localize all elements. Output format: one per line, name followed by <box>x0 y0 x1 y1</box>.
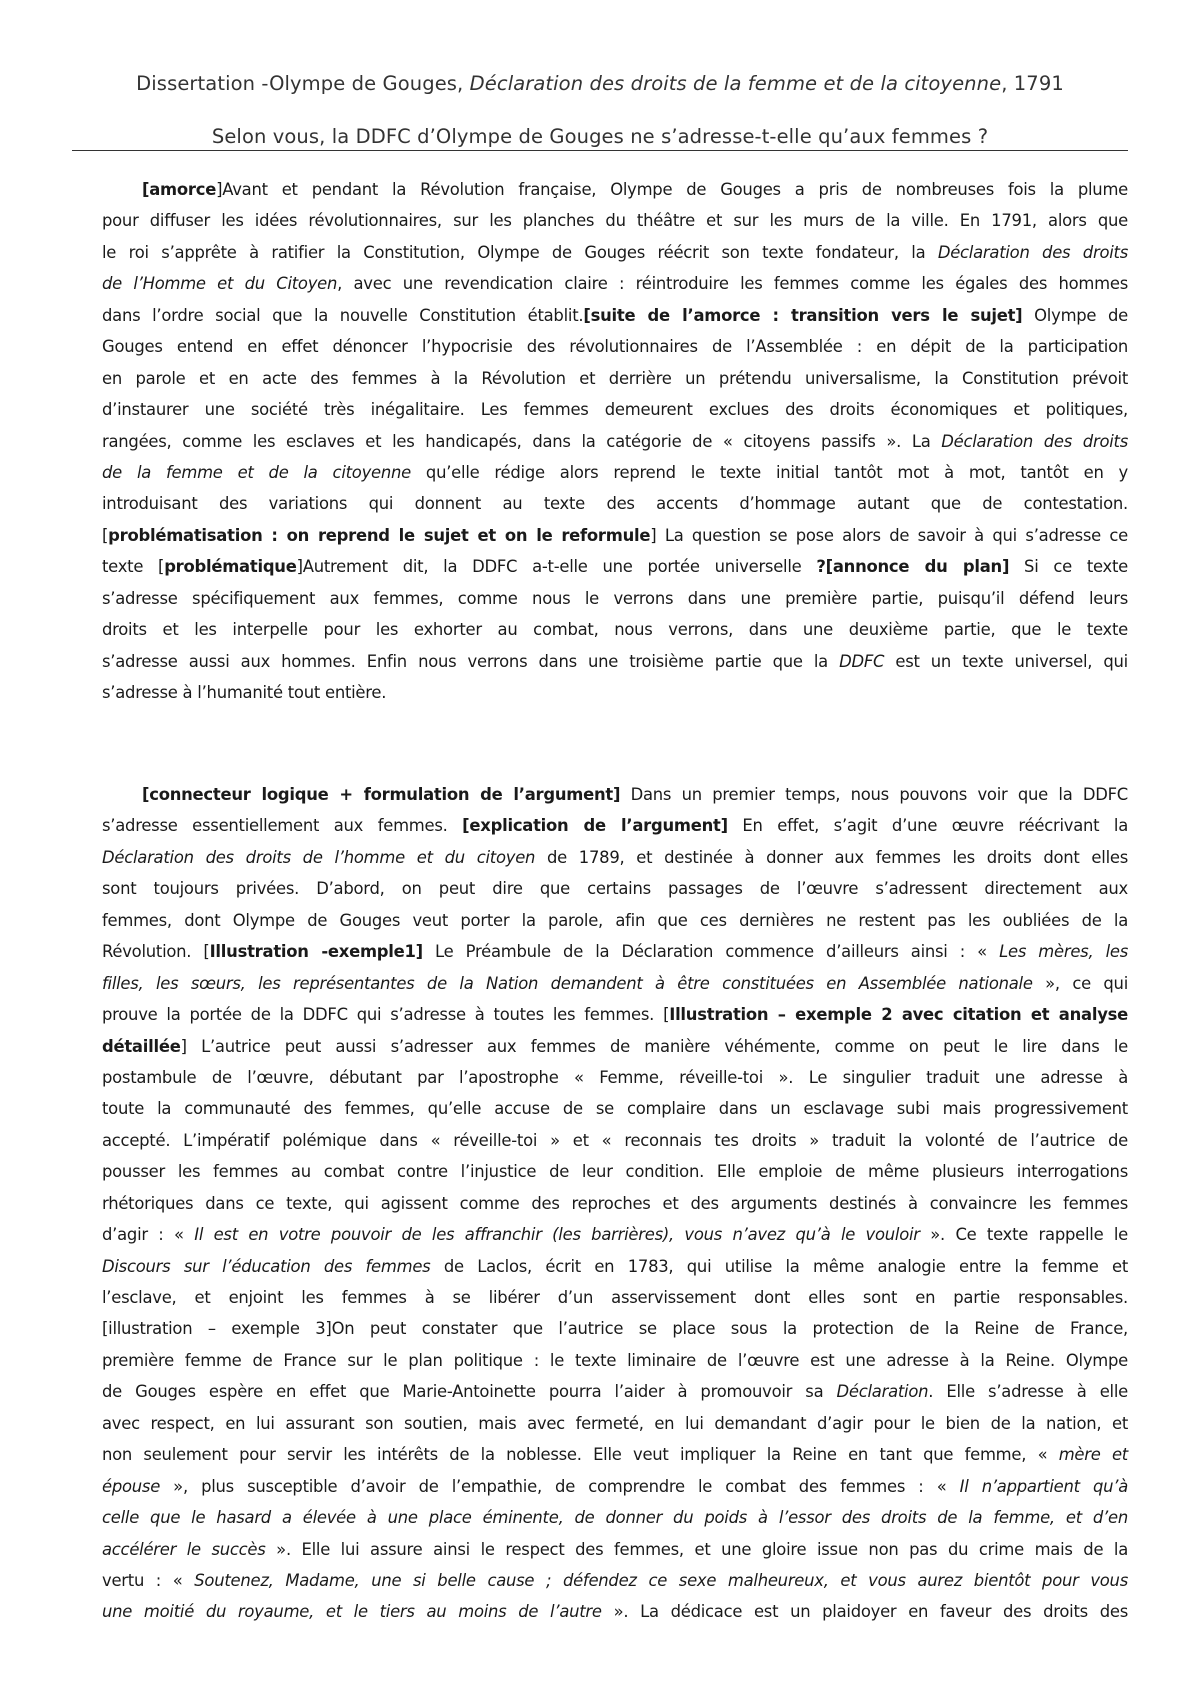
text-line <box>102 842 1128 873</box>
bold-annotation: Illustration – exemple 2 avec citation et analyse <box>669 1005 1129 1025</box>
text-run: . Elle s’adresse à elle <box>928 1382 1128 1402</box>
text-line <box>102 1219 1128 1250</box>
text-run: », ce qui <box>1032 973 1129 993</box>
text-line <box>102 1408 1128 1439</box>
text-run: [ <box>102 525 109 545</box>
text-run: Gouges entend en effet dénoncer l’hypocrisie des révolutionnaires de l’Assemblée : en dépit de la participation <box>102 337 1128 357</box>
text-run: ] L’autrice peut aussi s’adresser aux femmes de manière véhémente, comme on peut le lire dans le <box>180 1036 1128 1056</box>
text-run: Si ce texte <box>1009 557 1129 577</box>
italic-text: de la femme et de la citoyenne <box>102 462 411 482</box>
text-line <box>102 488 1128 519</box>
text-run: Le Préambule de la Déclaration commence d’ailleurs ainsi : « <box>422 942 1000 962</box>
text-run: s’adresse à l’humanité tout entière. <box>102 683 387 702</box>
text-run: première femme de France sur le plan politique : le texte liminaire de l’œuvre est une adresse à la Reine. Olympe <box>102 1350 1128 1370</box>
italic-text: accélérer le succès <box>102 1539 266 1559</box>
text-line <box>102 1502 1128 1533</box>
text-run: qu’elle rédige alors reprend le texte initial tantôt mot à mot, tantôt en y <box>410 462 1128 482</box>
text-run: ». Elle lui assure ainsi le respect des femmes, et une gloire issue non pas du crime mais de la <box>265 1539 1128 1559</box>
italic-text: Les mères, les <box>999 942 1128 962</box>
text-line <box>102 551 1128 582</box>
text-run: texte [ <box>102 557 165 577</box>
italic-text: celle que le hasard a élevée à une place éminente, de donner du poids à l’essor des droits de la femme, et d’en <box>102 1508 1128 1528</box>
text-run: ] La question se pose alors de savoir à qui s’adresse ce <box>650 525 1128 545</box>
text-run: dans l’ordre social que la nouvelle Constitution établit. <box>102 305 584 325</box>
text-line <box>102 1156 1128 1187</box>
bold-annotation: détaillée <box>102 1036 181 1056</box>
text-run: , avec une revendication claire : réintroduire les femmes comme les égales des hommes <box>337 274 1128 294</box>
text-line <box>102 1596 1128 1627</box>
text-line <box>102 363 1128 394</box>
title-suffix: , 1791 <box>1001 72 1064 95</box>
text-run: de Laclos, écrit en 1783, qui utilise la même analogie entre la femme et <box>430 1256 1129 1276</box>
text-line <box>102 936 1128 967</box>
text-run: de Gouges espère en effet que Marie-Antoinette pourra l’aider à promouvoir sa <box>102 1382 837 1402</box>
text-run: [illustration – exemple 3]On peut constater que l’autrice se place sous la protection de la Reine de France, <box>102 1319 1128 1339</box>
text-run: s’adresse spécifiquement aux femmes, comme nous le verrons dans une première partie, puisqu’il défend leurs <box>102 588 1128 608</box>
text-line <box>102 1376 1128 1407</box>
text-line <box>102 174 1128 205</box>
text-run: Olympe de <box>1022 305 1128 325</box>
italic-text: une moitié du royaume, et le tiers au moins de l’autre <box>102 1602 602 1622</box>
italic-text: Déclaration <box>836 1382 929 1402</box>
bold-annotation: problématisation : on reprend le sujet et on le reformule <box>108 525 651 545</box>
text-line <box>102 1031 1128 1062</box>
text-run: toute la communauté des femmes, qu’elle accuse de se complaire dans un esclavage subi mais progressivement <box>102 1099 1128 1119</box>
italic-text: filles, les sœurs, les représentantes de la Nation demandent à être constituées en Assemblée nationale <box>102 973 1033 993</box>
text-line <box>102 237 1128 268</box>
title-work: Déclaration des droits de la femme et de la citoyenne <box>469 72 1002 95</box>
bold-annotation: [connecteur logique + formulation de l’argument] <box>142 785 621 804</box>
text-line <box>102 1565 1128 1596</box>
text-run: en parole et en acte des femmes à la Révolution et derrière un prétendu universalisme, la Constitution prévoit <box>102 368 1128 388</box>
text-line <box>102 1534 1128 1565</box>
italic-text: Déclaration des droits de l’homme et du citoyen <box>102 847 536 867</box>
text-run: sont toujours privées. D’abord, on peut dire que certains passages de l’œuvre s’adressent directement aux <box>102 879 1128 899</box>
text-run: l’esclave, et enjoint les femmes à se libérer d’un asservissement dont elles sont en partie responsables. <box>102 1288 1128 1307</box>
dissertation-subject: Selon vous, la DDFC d’Olympe de Gouges ne s’adresse-t-elle qu’aux femmes ? <box>211 125 989 148</box>
italic-text: Déclaration des droits <box>941 431 1129 451</box>
text-line <box>102 457 1128 488</box>
text-run: femmes, dont Olympe de Gouges veut porter la parole, afin que ces dernières ne restent pas les oubliées de la <box>102 910 1128 930</box>
italic-text: épouse <box>102 1476 161 1496</box>
text-run: rangées, comme les esclaves et les handicapés, dans la catégorie de « citoyens passifs ». La <box>102 431 942 451</box>
text-line <box>102 1125 1128 1156</box>
text-line <box>102 1313 1128 1344</box>
text-line <box>102 300 1128 331</box>
text-line <box>102 677 1128 708</box>
title-prefix: Dissertation -Olympe de Gouges, <box>136 72 470 95</box>
text-line <box>102 1439 1128 1470</box>
introduction-paragraph <box>102 174 1128 708</box>
italic-text: Déclaration des droits <box>937 242 1128 262</box>
document-title <box>72 72 1128 95</box>
bold-annotation: [amorce <box>142 180 217 199</box>
text-line <box>102 614 1128 645</box>
text-run: postambule de l’œuvre, débutant par l’apostrophe « Femme, réveille-toi ». Le singulier traduit une adresse à <box>102 1067 1128 1087</box>
text-run: s’adresse aussi aux hommes. Enfin nous verrons dans une troisième partie que la <box>102 651 840 671</box>
text-run: En effet, s’agit d’une œuvre réécrivant la <box>727 816 1128 836</box>
text-line <box>102 1282 1128 1313</box>
text-line <box>102 1471 1128 1502</box>
text-line <box>102 1093 1128 1124</box>
text-run: pousser les femmes au combat contre l’injustice de leur condition. Elle emploie de même plusieurs interrogations <box>102 1162 1128 1182</box>
text-run: est un texte universel, qui <box>884 651 1128 671</box>
text-line <box>102 205 1128 236</box>
text-line <box>102 1251 1128 1282</box>
bold-annotation: [explication de l’argument] <box>462 816 728 836</box>
text-run: droits et les interpelle pour les exhorter au combat, nous verrons, dans une deuxième partie, que le texte <box>102 620 1128 640</box>
text-line <box>102 779 1128 810</box>
italic-text: Discours sur l’éducation des femmes <box>102 1256 431 1276</box>
text-run: vertu : « <box>102 1570 195 1590</box>
text-run: Dans un premier temps, nous pouvons voir que la DDFC <box>620 785 1128 804</box>
text-run: d’agir : « <box>102 1225 195 1245</box>
title-divider <box>72 150 1128 151</box>
text-line <box>102 394 1128 425</box>
text-line <box>102 268 1128 299</box>
text-line <box>102 968 1128 999</box>
text-run: d’instaurer une société très inégalitaire. Les femmes demeurent exclues des droits économiques et politiques, <box>102 400 1128 420</box>
bold-annotation: Illustration -exemple1] <box>209 942 423 962</box>
bold-annotation: [suite de l’amorce : transition vers le sujet] <box>583 305 1023 325</box>
text-line <box>102 1188 1128 1219</box>
bold-annotation: problématique <box>164 557 297 577</box>
text-line <box>102 1062 1128 1093</box>
italic-text: mère et <box>1058 1445 1128 1465</box>
text-line <box>102 520 1128 551</box>
text-run: ». La dédicace est un plaidoyer en faveur des droits des <box>601 1602 1128 1622</box>
italic-text: Il est en votre pouvoir de les affranchir (les barrières), vous n’avez qu’à le vouloir <box>194 1225 920 1245</box>
text-line <box>102 999 1128 1030</box>
text-line <box>102 426 1128 457</box>
text-run: le roi s’apprête à ratifier la Constitution, Olympe de Gouges réécrit son texte fondateur, la <box>102 242 938 262</box>
text-run: avec respect, en lui assurant son soutien, mais avec fermeté, en lui demandant d’agir pour le bien de la nation, et <box>102 1413 1128 1433</box>
bold-annotation: ?[annonce du plan] <box>816 557 1010 577</box>
first-argument-paragraph <box>102 779 1128 1628</box>
text-run: », plus susceptible d’avoir de l’empathie, de comprendre le combat des femmes : « <box>160 1476 960 1496</box>
text-line <box>102 331 1128 362</box>
text-line <box>102 1345 1128 1376</box>
text-run: ]Autrement dit, la DDFC a-t-elle une portée universelle <box>296 557 817 577</box>
text-run: introduisant des variations qui donnent au texte des accents d’hommage autant que de contestation. <box>102 494 1128 514</box>
text-line <box>102 583 1128 614</box>
text-line <box>102 905 1128 936</box>
text-run: Révolution. [ <box>102 942 210 962</box>
italic-text: Il n’appartient qu’à <box>959 1476 1129 1496</box>
text-run: non seulement pour servir les intérêts de la noblesse. Elle veut impliquer la Reine en tant que femme, « <box>102 1445 1059 1465</box>
text-run: accepté. L’impératif polémique dans « réveille-toi » et « reconnais tes droits » traduit la volonté de l’autrice de <box>102 1130 1128 1150</box>
text-run: rhétoriques dans ce texte, qui agissent comme des reproches et des arguments destinés à convaincre les femmes <box>102 1193 1128 1213</box>
italic-text: DDFC <box>839 651 885 671</box>
text-line <box>102 646 1128 677</box>
text-run: pour diffuser les idées révolutionnaires, sur les planches du théâtre et sur les murs de la ville. En 1791, alors que <box>102 211 1128 231</box>
text-run: ». Ce texte rappelle le <box>919 1225 1128 1245</box>
text-run: de 1789, et destinée à donner aux femmes les droits dont elles <box>535 847 1128 867</box>
text-line <box>102 873 1128 904</box>
text-line <box>102 810 1128 841</box>
text-run: s’adresse essentiellement aux femmes. <box>102 816 463 836</box>
text-run: prouve la portée de la DDFC qui s’adresse à toutes les femmes. [ <box>102 1005 670 1025</box>
text-run: ]Avant et pendant la Révolution française, Olympe de Gouges a pris de nombreuses fois la plume <box>216 180 1128 199</box>
italic-text: de l’Homme et du Citoyen <box>102 274 338 294</box>
italic-text: Soutenez, Madame, une si belle cause ; défendez ce sexe malheureux, et vous aurez bientôt pour vous <box>194 1570 1128 1590</box>
